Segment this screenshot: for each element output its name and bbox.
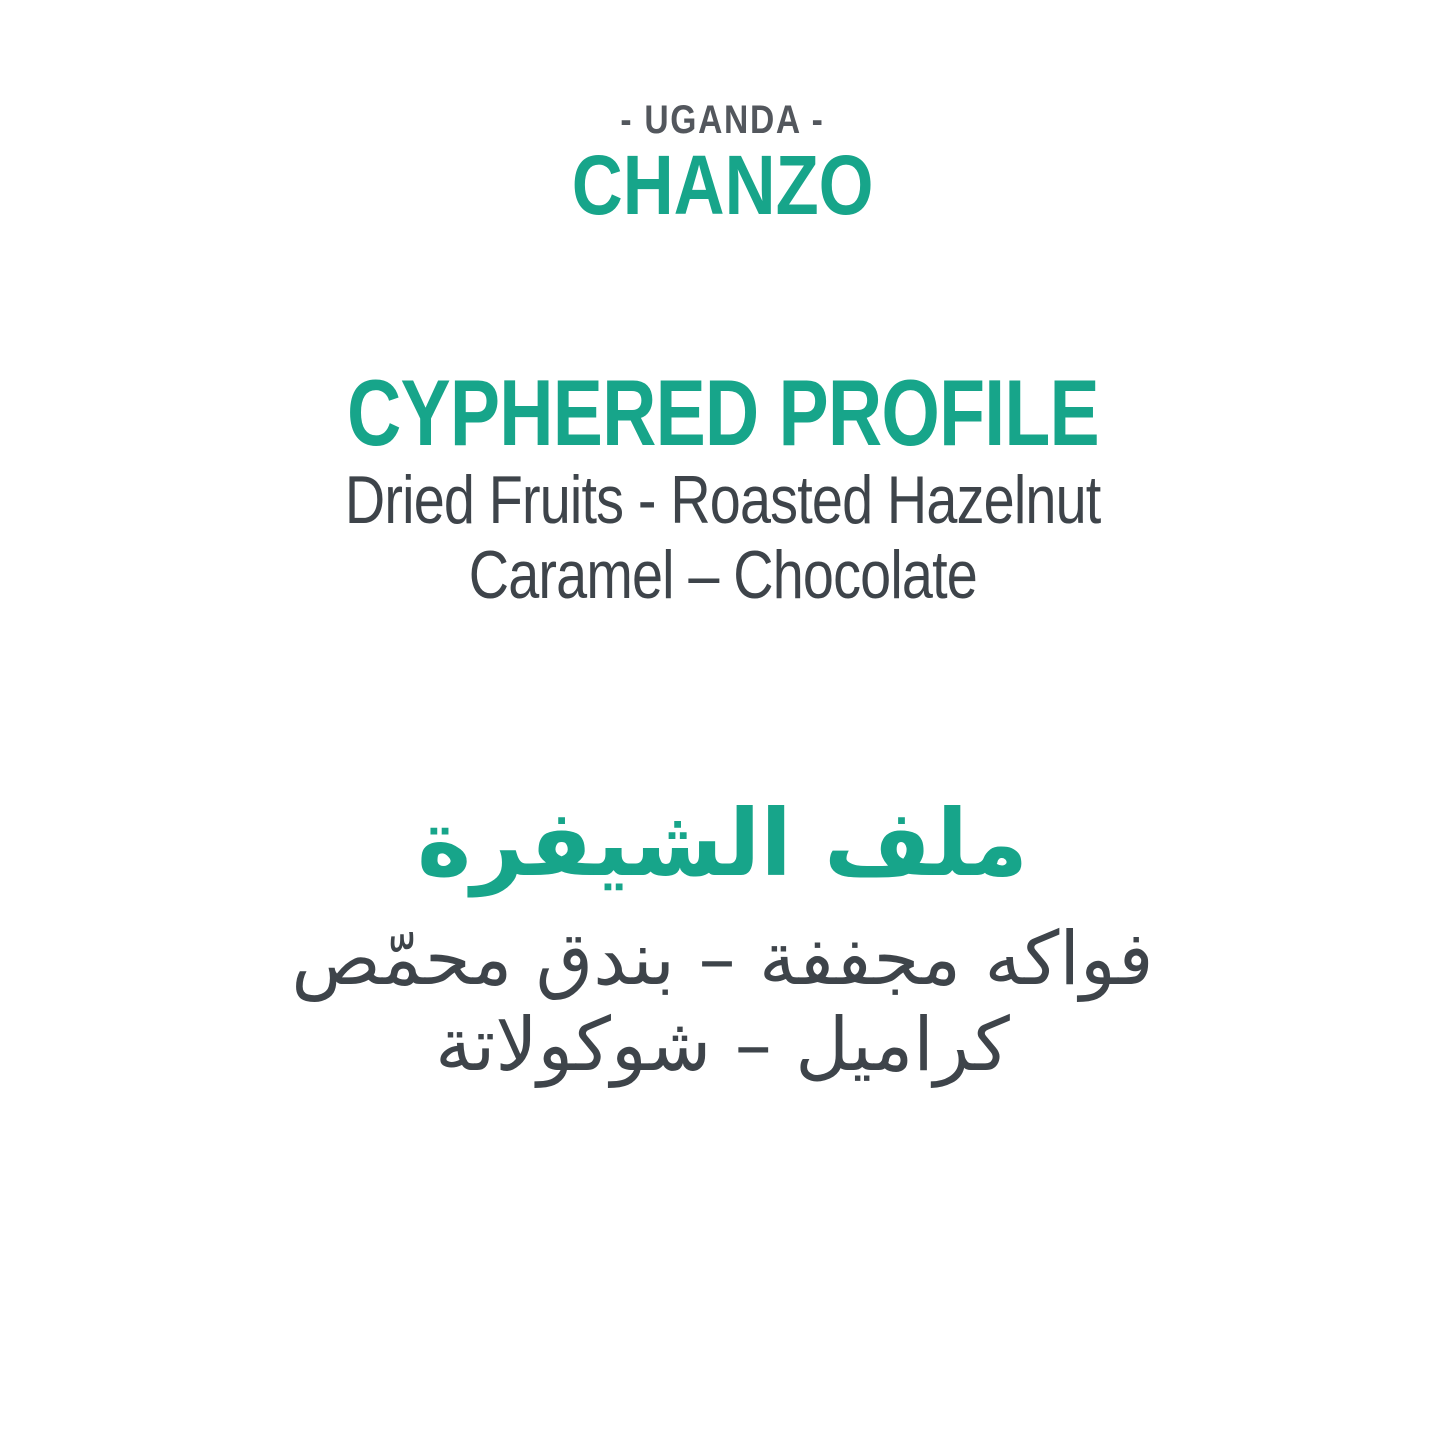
profile-title-ar: [0, 790, 1445, 897]
flavor-line-2-en: [0, 537, 1445, 613]
flavor-line-1-ar: [0, 916, 1445, 1002]
profile-title-ar-text: ملف الشيفرة: [416, 790, 1029, 897]
profile-title-en-text: CYPHERED PROFILE: [346, 360, 1099, 465]
profile-title-en: [0, 360, 1445, 465]
flavor-line-1-ar-text: فواكه مجففة – بندق محمّص: [291, 916, 1154, 1002]
flavor-line-1-en: [0, 462, 1445, 538]
flavor-line-2-ar-text: كراميل – شوكولاتة: [435, 1002, 1010, 1088]
origin-label-text: - UGANDA -: [620, 98, 825, 142]
flavor-line-1-en-text: Dried Fruits - Roasted Hazelnut: [344, 462, 1101, 538]
flavor-line-2-ar: [0, 1002, 1445, 1088]
product-name: [0, 138, 1445, 232]
flavor-line-2-en-text: Caramel – Chocolate: [468, 537, 977, 613]
origin-label: [0, 100, 1445, 140]
product-name-text: CHANZO: [571, 138, 874, 232]
